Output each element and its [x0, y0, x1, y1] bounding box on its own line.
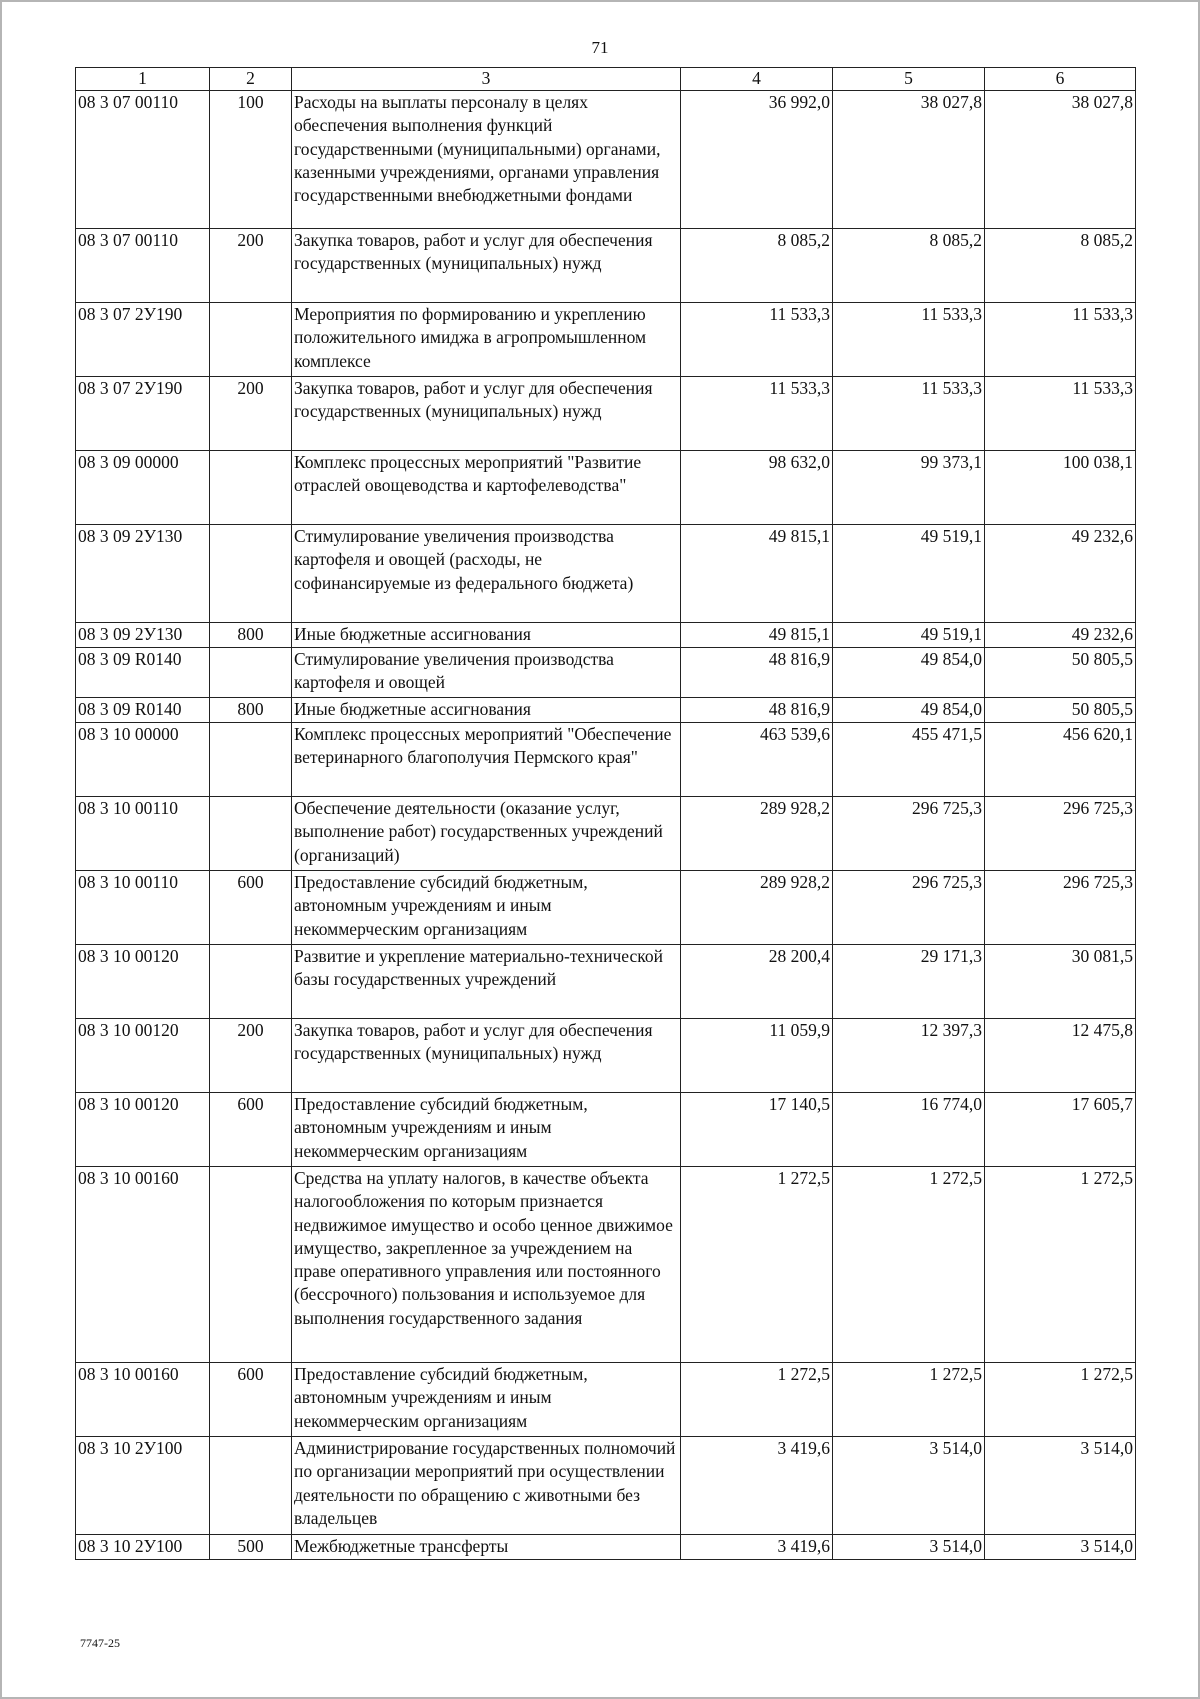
cell-value-3: 456 620,1 — [985, 723, 1136, 797]
cell-value-1: 8 085,2 — [681, 229, 833, 303]
cell-code: 08 3 09 2У130 — [76, 623, 210, 648]
cell-value-1: 17 140,5 — [681, 1093, 833, 1167]
cell-value-1: 49 815,1 — [681, 623, 833, 648]
cell-expense-type — [210, 525, 292, 623]
cell-expense-type: 600 — [210, 1363, 292, 1437]
cell-value-2: 3 514,0 — [833, 1535, 985, 1560]
table-row — [76, 451, 1136, 525]
cell-name: Средства на уплату налогов, в качестве объекта налогообложения по которым признается недвижимое имущество и особо ценное движимое имущество, закрепленное за учреждением на праве оперативного управления или постоянного (бессрочного) пользования и используемое для выполнения государственного задания — [292, 1167, 681, 1363]
cell-value-2: 49 854,0 — [833, 648, 985, 698]
table-row — [76, 797, 1136, 871]
cell-expense-type: 500 — [210, 1535, 292, 1560]
cell-value-3: 100 038,1 — [985, 451, 1136, 525]
table-row — [76, 623, 1136, 648]
cell-name: Предоставление субсидий бюджетным, автономным учреждениям и иным некоммерческим организациям — [292, 871, 681, 945]
cell-code: 08 3 10 00110 — [76, 871, 210, 945]
column-header-value-2: 5 — [833, 68, 985, 91]
cell-code: 08 3 10 00000 — [76, 723, 210, 797]
cell-value-3: 49 232,6 — [985, 623, 1136, 648]
table-row — [76, 303, 1136, 377]
table-row — [76, 525, 1136, 623]
cell-expense-type — [210, 797, 292, 871]
budget-table — [75, 67, 1136, 1560]
cell-value-2: 49 519,1 — [833, 525, 985, 623]
cell-value-3: 17 605,7 — [985, 1093, 1136, 1167]
cell-value-3: 11 533,3 — [985, 303, 1136, 377]
cell-value-2: 3 514,0 — [833, 1437, 985, 1535]
cell-value-1: 11 533,3 — [681, 377, 833, 451]
column-header-value-1: 4 — [681, 68, 833, 91]
cell-expense-type — [210, 945, 292, 1019]
cell-expense-type — [210, 723, 292, 797]
cell-expense-type: 600 — [210, 871, 292, 945]
cell-value-2: 12 397,3 — [833, 1019, 985, 1093]
cell-name: Стимулирование увеличения производства картофеля и овощей (расходы, не софинансируемые из федерального бюджета) — [292, 525, 681, 623]
cell-name: Комплекс процессных мероприятий "Обеспечение ветеринарного благополучия Пермского края" — [292, 723, 681, 797]
table-row — [76, 1363, 1136, 1437]
cell-expense-type — [210, 303, 292, 377]
cell-expense-type: 200 — [210, 377, 292, 451]
cell-code: 08 3 10 2У100 — [76, 1535, 210, 1560]
table-row — [76, 723, 1136, 797]
cell-value-3: 8 085,2 — [985, 229, 1136, 303]
cell-expense-type: 800 — [210, 623, 292, 648]
cell-value-1: 3 419,6 — [681, 1535, 833, 1560]
cell-code: 08 3 09 2У130 — [76, 525, 210, 623]
table-header-row — [76, 68, 1136, 91]
cell-code: 08 3 07 2У190 — [76, 303, 210, 377]
cell-expense-type: 200 — [210, 229, 292, 303]
document-code: 7747-25 — [80, 1636, 120, 1650]
cell-value-3: 3 514,0 — [985, 1437, 1136, 1535]
cell-expense-type: 200 — [210, 1019, 292, 1093]
cell-name: Развитие и укрепление материально-технической базы государственных учреждений — [292, 945, 681, 1019]
cell-name: Закупка товаров, работ и услуг для обеспечения государственных (муниципальных) нужд — [292, 229, 681, 303]
cell-value-3: 1 272,5 — [985, 1167, 1136, 1363]
table-row — [76, 1437, 1136, 1535]
cell-value-2: 16 774,0 — [833, 1093, 985, 1167]
cell-value-1: 11 533,3 — [681, 303, 833, 377]
cell-name: Комплекс процессных мероприятий "Развитие отраслей овощеводства и картофелеводства" — [292, 451, 681, 525]
cell-code: 08 3 07 00110 — [76, 229, 210, 303]
cell-name: Межбюджетные трансферты — [292, 1535, 681, 1560]
cell-value-2: 29 171,3 — [833, 945, 985, 1019]
cell-value-3: 38 027,8 — [985, 91, 1136, 229]
cell-code: 08 3 10 00120 — [76, 1019, 210, 1093]
cell-code: 08 3 09 R0140 — [76, 648, 210, 698]
cell-value-2: 11 533,3 — [833, 377, 985, 451]
cell-value-2: 49 854,0 — [833, 698, 985, 723]
column-header-expense-type: 2 — [210, 68, 292, 91]
column-header-value-3: 6 — [985, 68, 1136, 91]
cell-value-3: 1 272,5 — [985, 1363, 1136, 1437]
cell-value-2: 455 471,5 — [833, 723, 985, 797]
table-row — [76, 648, 1136, 698]
cell-code: 08 3 10 00160 — [76, 1363, 210, 1437]
cell-name: Расходы на выплаты персоналу в целях обеспечения выполнения функций государственными (муниципальными) органами, казенными учреждениями, органами управления государственными внебюджетными фондами — [292, 91, 681, 229]
table-row — [76, 945, 1136, 1019]
cell-expense-type: 800 — [210, 698, 292, 723]
column-header-code: 1 — [76, 68, 210, 91]
cell-value-3: 3 514,0 — [985, 1535, 1136, 1560]
cell-value-1: 48 816,9 — [681, 698, 833, 723]
cell-value-1: 36 992,0 — [681, 91, 833, 229]
cell-value-3: 50 805,5 — [985, 648, 1136, 698]
cell-name: Стимулирование увеличения производства картофеля и овощей — [292, 648, 681, 698]
cell-value-1: 463 539,6 — [681, 723, 833, 797]
cell-name: Закупка товаров, работ и услуг для обеспечения государственных (муниципальных) нужд — [292, 377, 681, 451]
cell-value-3: 30 081,5 — [985, 945, 1136, 1019]
table-row — [76, 1093, 1136, 1167]
cell-value-2: 296 725,3 — [833, 871, 985, 945]
cell-code: 08 3 10 2У100 — [76, 1437, 210, 1535]
cell-value-3: 49 232,6 — [985, 525, 1136, 623]
cell-value-2: 8 085,2 — [833, 229, 985, 303]
cell-code: 08 3 10 00120 — [76, 1093, 210, 1167]
cell-name: Мероприятия по формированию и укреплению положительного имиджа в агропромышленном комплексе — [292, 303, 681, 377]
cell-value-2: 49 519,1 — [833, 623, 985, 648]
cell-expense-type: 600 — [210, 1093, 292, 1167]
cell-value-2: 1 272,5 — [833, 1363, 985, 1437]
cell-code: 08 3 10 00160 — [76, 1167, 210, 1363]
cell-value-2: 11 533,3 — [833, 303, 985, 377]
cell-code: 08 3 07 2У190 — [76, 377, 210, 451]
cell-name: Предоставление субсидий бюджетным, автономным учреждениям и иным некоммерческим организациям — [292, 1093, 681, 1167]
cell-code: 08 3 09 00000 — [76, 451, 210, 525]
cell-value-2: 99 373,1 — [833, 451, 985, 525]
cell-value-1: 28 200,4 — [681, 945, 833, 1019]
table-row — [76, 871, 1136, 945]
cell-code: 08 3 09 R0140 — [76, 698, 210, 723]
cell-value-3: 296 725,3 — [985, 871, 1136, 945]
cell-value-3: 12 475,8 — [985, 1019, 1136, 1093]
cell-expense-type — [210, 451, 292, 525]
cell-value-1: 3 419,6 — [681, 1437, 833, 1535]
cell-value-2: 38 027,8 — [833, 91, 985, 229]
cell-name: Иные бюджетные ассигнования — [292, 623, 681, 648]
cell-expense-type — [210, 1167, 292, 1363]
cell-value-2: 296 725,3 — [833, 797, 985, 871]
cell-value-1: 1 272,5 — [681, 1363, 833, 1437]
cell-value-1: 289 928,2 — [681, 797, 833, 871]
cell-code: 08 3 07 00110 — [76, 91, 210, 229]
cell-name: Администрирование государственных полномочий по организации мероприятий при осуществлении деятельности по обращению с животными без владельцев — [292, 1437, 681, 1535]
cell-expense-type: 100 — [210, 91, 292, 229]
table-row — [76, 1019, 1136, 1093]
column-header-name: 3 — [292, 68, 681, 91]
cell-value-3: 11 533,3 — [985, 377, 1136, 451]
page-number: 71 — [591, 38, 609, 57]
cell-code: 08 3 10 00110 — [76, 797, 210, 871]
cell-value-1: 98 632,0 — [681, 451, 833, 525]
table-row — [76, 229, 1136, 303]
cell-code: 08 3 10 00120 — [76, 945, 210, 1019]
cell-value-1: 48 816,9 — [681, 648, 833, 698]
cell-name: Предоставление субсидий бюджетным, автономным учреждениям и иным некоммерческим организациям — [292, 1363, 681, 1437]
cell-value-3: 296 725,3 — [985, 797, 1136, 871]
table-row — [76, 377, 1136, 451]
cell-value-2: 1 272,5 — [833, 1167, 985, 1363]
table-row — [76, 698, 1136, 723]
table-row — [76, 1167, 1136, 1363]
cell-expense-type — [210, 648, 292, 698]
cell-value-1: 11 059,9 — [681, 1019, 833, 1093]
cell-name: Иные бюджетные ассигнования — [292, 698, 681, 723]
cell-name: Закупка товаров, работ и услуг для обеспечения государственных (муниципальных) нужд — [292, 1019, 681, 1093]
cell-value-1: 289 928,2 — [681, 871, 833, 945]
cell-expense-type — [210, 1437, 292, 1535]
cell-value-1: 1 272,5 — [681, 1167, 833, 1363]
cell-value-3: 50 805,5 — [985, 698, 1136, 723]
cell-name: Обеспечение деятельности (оказание услуг, выполнение работ) государственных учреждений (организаций) — [292, 797, 681, 871]
table-row — [76, 91, 1136, 229]
cell-value-1: 49 815,1 — [681, 525, 833, 623]
table-row — [76, 1535, 1136, 1560]
